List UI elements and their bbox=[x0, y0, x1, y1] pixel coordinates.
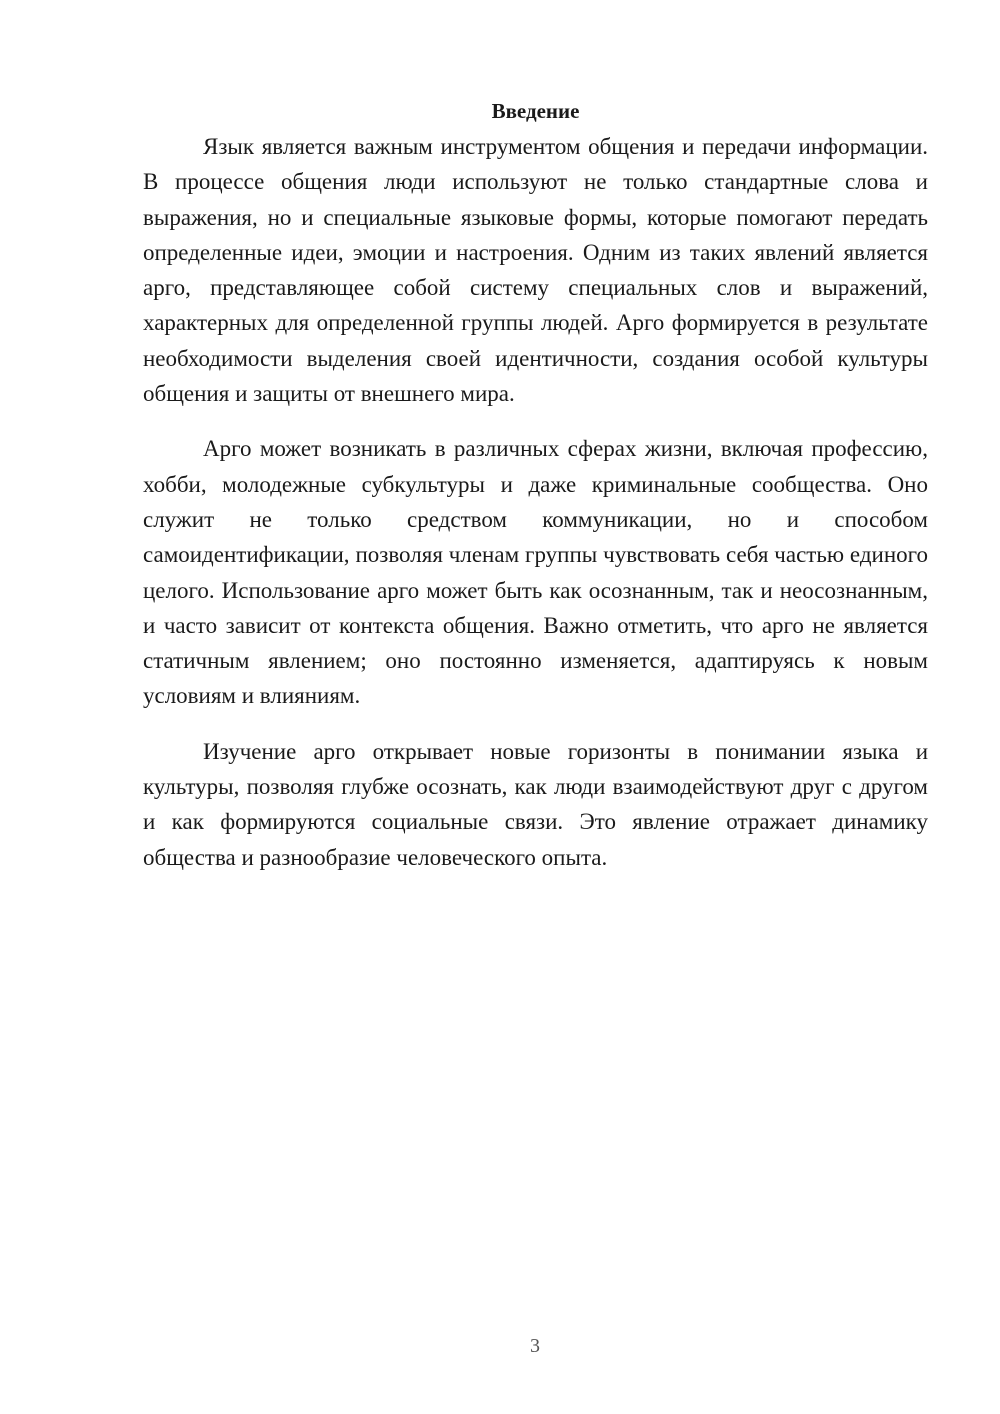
page-content bbox=[143, 96, 928, 895]
paragraph-3: Изучение арго открывает новые горизонты в понимании языка и культуры, позволяя глубже осознать, как люди взаимодействуют друг с другом и как формируются социальные связи. Это явление отражает динамику общества и разнообразие человеческого опыта. bbox=[143, 738, 928, 870]
page-number: 3 bbox=[530, 1335, 540, 1357]
paragraph-2: Арго может возникать в различных сферах жизни, включая профессию, хобби, молодежные субкультуры и даже криминальные сообщества. Оно служит не только средством коммуникации, но и способом самоидентификации, позволяя членам группы чувствовать себя частью единого целого. Использование арго может быть как осознанным, так и неосознанным, и часто зависит от контекста общения. Важно отметить, что арго не является статичным явлением; оно постоянно изменяется, адаптируясь к новым условиям и влияниям. bbox=[143, 436, 928, 709]
section-heading: Введение bbox=[491, 99, 580, 123]
paragraph-1: Язык является важным инструментом общения и передачи информации. В процессе общения люди используют не только стандартные слова и выражения, но и специальные языковые формы, которые помогают передать определенные идеи, эмоции и настроения. Одним из таких явлений является арго, представляющее собой систему специальных слов и выражений, характерных для определенной группы людей. Арго формируется в результате необходимости выделения своей идентичности, создания особой культуры общения и защиты от внешнего мира. bbox=[143, 134, 928, 407]
